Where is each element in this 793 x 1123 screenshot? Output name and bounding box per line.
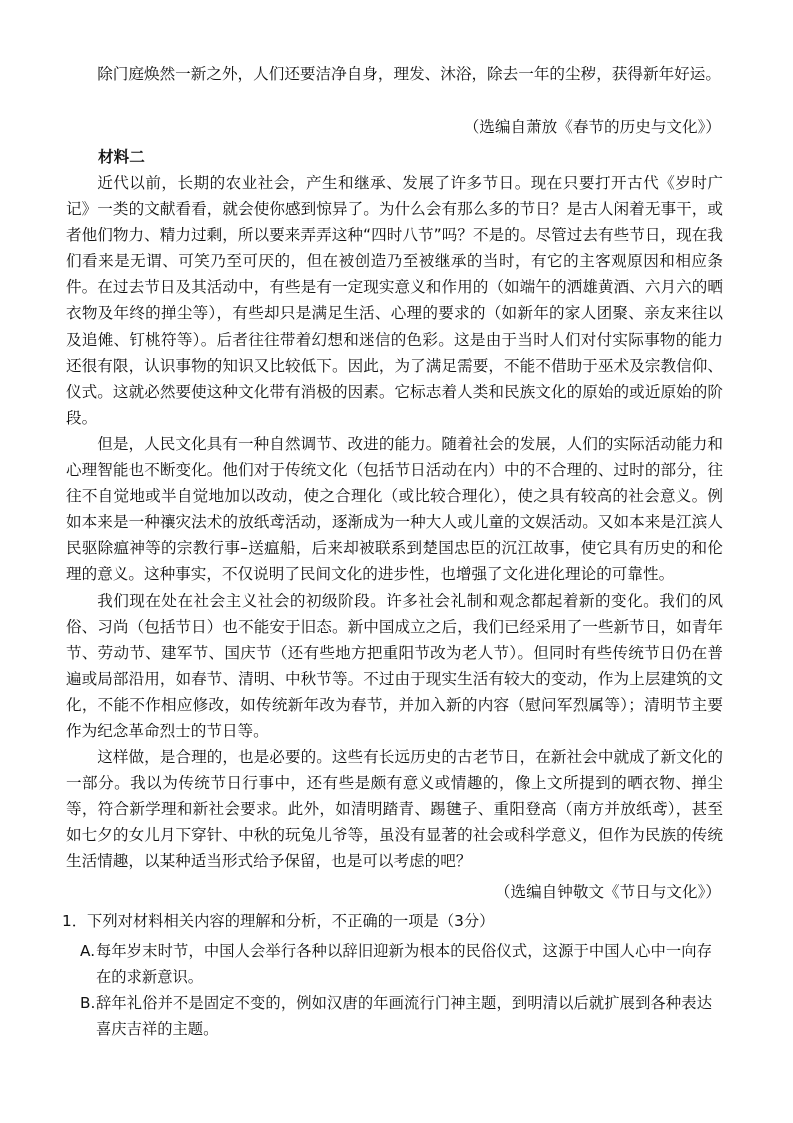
material-one-tail: [66, 61, 723, 87]
question-1: [62, 909, 722, 935]
option-label: A.: [80, 942, 96, 960]
material-one-source: （选编自萧放《春节的历史与文化》）: [463, 118, 721, 136]
option-b: [80, 991, 712, 1042]
paragraph: 我们现在处在社会主义社会的初级阶段。许多社会礼制和观念都起着新的变化。我们的风俗、习尚（包括节日）也不能安于旧态。新中国成立之后，我们已经采用了一些新节日，如青年节、劳动节、建军节、国庆节（还有些地方把重阳节改为老人节）。但同时有些传统节日仍在普遍或局部沿用，如春节、清明、中秋节等。不过由于现实生活有较大的变动，作为上层建筑的文化，不能不作相应修改，如传统新年改为春节，并加入新的内容（慰问军烈属等）；清明节主要作为纪念革命烈士的节日等。: [66, 591, 723, 740]
paragraph: 但是，人民文化具有一种自然调节、改进的能力。随着社会的发展，人们的实际活动能力和心理智能也不断变化。他们对于传统文化（包括节日活动在内）中的不合理的、过时的部分，往往不自觉地或半自觉地加以改动，使之合理化（或比较合理化），使之具有较高的社会意义。例如本来是一种禳灾法术的放纸鸢活动，逐渐成为一种大人或儿童的文娱活动。又如本来是江滨人民驱除瘟神等的宗教行事–送瘟船，后来却被联系到楚国忠臣的沉江故事，使它具有历史的和伦理的意义。这种事实，不仅说明了民间文化的进步性，也增强了文化进化理论的可靠性。: [66, 434, 723, 584]
material-two-body: [66, 170, 723, 875]
paragraph: 近代以前，长期的农业社会，产生和继承、发展了许多节日。现在只要打开古代《岁时广记》一类的文献看看，就会使你感到惊异了。为什么会有那么多的节日？是古人闲着无事干，或者他们物力、精力过剩，所以要来弄弄这种“四时八节”吗？不是的。尽管过去有些节日，现在我们看来是无谓、可笑乃至可厌的，但在被创造乃至被继承的当时，有它的主客观原因和相应条件。在过去节日及其活动中，有些是有一定现实意义和作用的（如端午的洒雄黄酒、六月六的晒衣物及年终的掸尘等），有些却只是满足生活、心理的要求的（如新年的家人团聚、亲友来往以及追傩、钉桃符等）。后者往往带着幻想和迷信的色彩。这是由于当时人们对付实际事物的能力还很有限，认识事物的知识又比较低下。因此，为了满足需要，不能不借助于巫术及宗教信仰、仪式。这就必然要使这种文化带有消极的因素。它标志着人类和民族文化的原始的或近原始的阶段。: [66, 174, 723, 427]
paragraph: 除门庭焕然一新之外，人们还要洁净自身，理发、沐浴，除去一年的尘秽，获得新年好运。: [97, 65, 721, 83]
option-a: [80, 939, 712, 990]
paragraph: 这样做，是合理的，也是必要的。这些有长远历史的古老节日，在新社会中就成了新文化的一部分。我以为传统节日行事中，还有些是颇有意义或情趣的，像上文所提到的晒衣物、掸尘等，符合新学理和新社会要求。此外，如清明踏青、踢毽子、重阳登高（南方并放纸鸢），甚至如七夕的女儿月下穿针、中秋的玩兔儿爷等，虽没有显著的社会或科学意义，但作为民族的传统生活情趣，以某种适当形式给予保留，也是可以考虑的吧？: [66, 748, 723, 871]
material-two-heading: 材料二: [98, 148, 145, 166]
material-two-source: （选编自钟敬文《节日与文化》）: [494, 883, 721, 901]
question-stem: 1．下列对材料相关内容的理解和分析，不正确的一项是（3分）: [62, 912, 495, 930]
option-text: 每年岁末时节，中国人会举行各种以辞旧迎新为根本的民俗仪式，这源于中国人心中一向存在的求新意识。: [96, 942, 712, 986]
option-label: B.: [80, 994, 96, 1012]
option-text: 辞年礼俗并不是固定不变的，例如汉唐的年画流行门神主题，到明清以后就扩展到各种表达喜庆吉祥的主题。: [96, 994, 712, 1038]
